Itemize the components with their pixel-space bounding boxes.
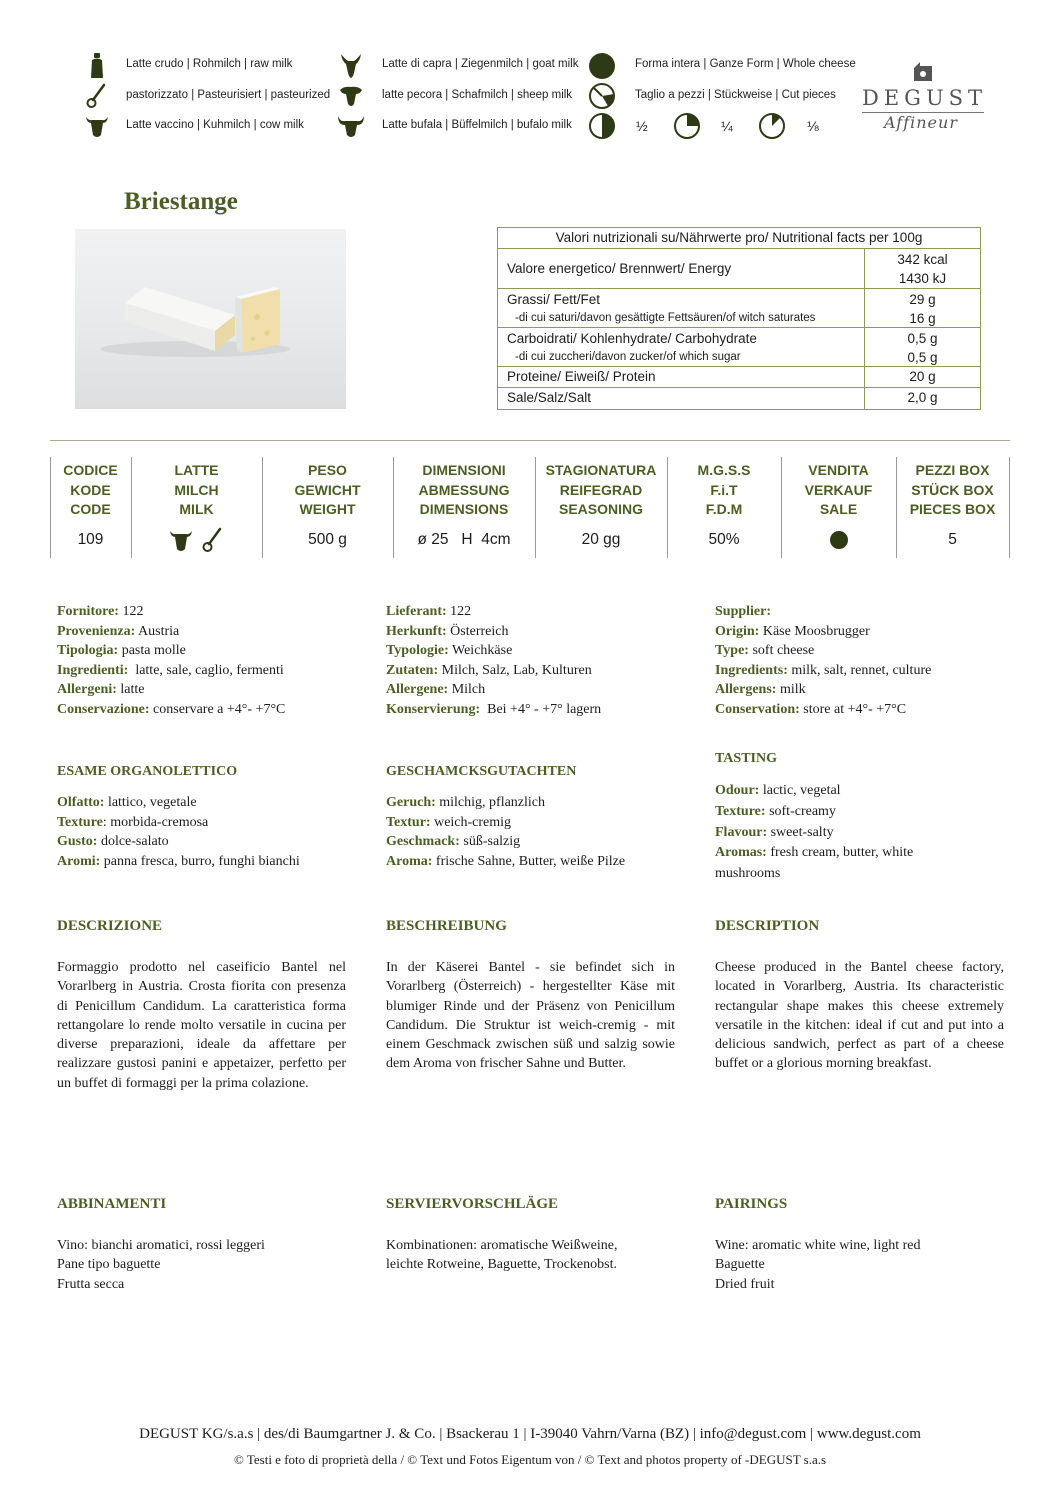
eighth-cheese-icon [757,112,787,140]
spec-header: VERKAUF [804,481,873,498]
texture-value: : morbida-cremosa [102,814,209,830]
legend-raw-milk: Latte crudo | Rohmilch | raw milk [126,58,293,70]
fraction-quarter: ¼ [721,118,733,134]
organoleptic-english [715,781,955,885]
spec-divider [50,440,1010,441]
protein-label: Proteine/ Eiweiß/ Protein [498,367,865,387]
product-title: Briestange [124,188,238,215]
aroma-value: fresh cream, butter, white mushrooms [715,845,914,882]
buffalo-icon [336,112,366,140]
logo-name: DEGUST [862,86,988,110]
spec-fdm [667,457,781,557]
ingredients-value: latte, sale, caglio, fermenti [128,662,284,678]
info-english [715,602,1015,720]
description-italian: Formaggio prodotto nel caseificio Bantel nel Vorarlberg in Austria. Crosta fiorita con presenza di Penicillum Candidum. La caratteristica forma rettangolare lo rende molto versatile in cucina per diverse preparazioni, ideale da affettare per realizzare gustosi panini e appetaizer, perfetto per un buffet di formaggi per la prima colazione. [57,960,346,1091]
spec-header: PESO [308,462,347,478]
nutrition-header: Valori nutrizionali su/Nährwerte pro/ Nutritional facts per 100g [498,228,980,249]
allergens-label: Allergene: [386,682,449,698]
taste-label: Gusto: [57,834,98,850]
spec-header: SEASONING [558,501,643,517]
fraction-eighth: ⅛ [807,118,819,134]
conservation-value: store at +4°- +7°C [799,701,907,717]
sugar-label: -di cui zuccheri/davon zucker/of which sugar [515,351,741,363]
aroma-label: Aromas: [715,845,767,861]
spec-header: M.G.S.S [697,462,751,478]
fat-label: Grassi/ Fett/Fet [507,292,601,307]
origin-value: Käse Moosbrugger [759,623,870,639]
dimensions-value: ø 25 H 4cm [417,531,511,548]
tasting-heading: TASTING [715,751,777,766]
info-italian [57,602,367,720]
cow-icon [169,527,193,553]
conservation-label: Conservation: [715,701,800,717]
aroma-value: frische Sahne, Butter, weiße Pilze [432,853,626,869]
spec-header: F.i.T [710,481,738,498]
goat-icon [336,52,366,80]
spec-header: DIMENSIONI [422,462,506,478]
salt-label: Sale/Salz/Salt [498,388,865,409]
organoleptic-heading: GESCHAMCKSGUTACHTEN [386,764,577,779]
sugar-value: 0,5 g [907,350,938,365]
milk-icons [131,527,262,558]
aroma-label: Aroma: [386,853,433,869]
description-english: Cheese produced in the Bantel cheese factory, located in Vorarlberg, Austria. Its characteristic rectangular shape makes this cheese extremely versatile in the kitchen: ideal if cut and put into a delicious sandwich, perfect as part of a cheese buffet or a glorious morning breakfast. [715,960,1004,1072]
spec-header: GEWICHT [294,481,361,498]
pairing-item: Frutta secca [57,1276,125,1292]
origin-label: Origin: [715,623,760,639]
allergens-label: Allergens: [715,682,777,698]
nutrition-row-energy [498,249,980,289]
cow-icon [82,112,112,140]
spec-header: MILK [179,501,214,517]
origin-value: Austria [135,623,180,639]
carb-label: Carboidrati/ Kohlenhydrate/ Carbohydrate [507,331,757,346]
pairing-item: Vino: bianchi aromatici, rossi leggeri [57,1238,265,1253]
conservation-value: conservare a +4°- +7°C [149,701,286,717]
footer-copyright: © Testi e foto di proprietà della / © Text und Fotos Eigentum von / © Text and photos property of -DEGUST s.a.s [233,1452,827,1467]
spec-seasoning [535,457,667,557]
pairings-heading: ABBINAMENTI [57,1196,167,1212]
pairing-item: Kombinationen: aromatische Weißweine, [386,1238,618,1253]
ingredients-label: Ingredienti: [57,662,129,678]
cut-pieces-icon [587,82,617,110]
origin-label: Herkunft: [386,623,447,639]
pairings-heading: SERVIERVORSCHLÄGE [386,1196,559,1212]
taste-label: Geschmack: [386,834,460,850]
conservation-value: Bei +4° - +7° lagern [480,701,602,717]
pairing-item: Dried fruit [715,1276,775,1292]
energy-kcal: 342 kcal [897,252,948,267]
conservation-label: Konservierung: [386,701,481,717]
pairing-item: Wine: aromatic white wine, light red [715,1238,921,1253]
type-label: Tipologia: [57,643,119,659]
texture-label: Texture [57,814,103,830]
texture-label: Textur: [386,814,431,830]
pieces-value: 5 [948,531,957,548]
legend-sheep-milk: latte pecora | Schafmilch | sheep milk [382,89,573,101]
spec-header: KODE [70,481,111,498]
spec-pieces [896,457,1009,557]
logo-subtitle: Affineur [884,113,958,132]
spec-code [50,457,131,557]
aroma-label: Aromi: [57,853,101,869]
texture-label: Texture: [715,803,766,819]
spec-header: REIFEGRAD [559,481,643,498]
description-heading: DESCRIPTION [715,918,820,934]
spec-header: MILCH [174,481,219,498]
nutrition-row-salt [498,388,980,409]
pairings-english [715,1236,1015,1294]
spec-separator [1009,457,1010,558]
spec-header: F.D.M [705,501,743,517]
allergens-value: latte [116,682,145,698]
type-label: Typologie: [386,643,449,659]
taste-value: süß-salzig [459,834,521,850]
legend-whole-cheese: Forma intera | Ganze Form | Whole cheese [635,58,856,70]
taste-value: dolce-salato [97,834,169,850]
whole-cheese-icon [587,52,617,80]
pasteurized-thermometer-icon [202,527,224,553]
legend-pasteurized: pastorizzato | Pasteurisiert | pasteurized [126,89,331,101]
spec-header: STÜCK BOX [911,481,994,498]
fat-value: 29 g [909,292,936,307]
pairings-heading: PAIRINGS [715,1196,788,1212]
sale-whole-cheese-icon [781,530,896,555]
product-photo [75,229,346,409]
nutrition-row-protein [498,367,980,388]
conservation-label: Conservazione: [57,701,150,717]
saturates-value: 16 g [909,311,936,326]
supplier-value: 122 [118,604,144,619]
spec-header: STAGIONATURA [545,462,657,478]
smell-value: lactic, vegetal [759,783,841,798]
spec-sale [781,457,896,557]
texture-value: soft-creamy [765,803,836,819]
info-german [386,602,696,720]
spec-dimensions [393,457,535,557]
ingredients-value: Milch, Salz, Lab, Kulturen [438,662,592,678]
spec-header: VENDITA [808,462,869,478]
organoleptic-heading: ESAME ORGANOLETTICO [57,764,238,779]
salt-value: 2,0 g [907,390,938,405]
taste-value: sweet-salty [767,824,834,840]
half-cheese-icon [587,112,617,140]
legend-cut-pieces: Taglio a pezzi | Stückweise | Cut pieces [635,89,836,101]
legend-goat-milk: Latte di capra | Ziegenmilch | goat milk [382,58,579,70]
spec-header: LATTE [174,462,219,478]
ingredients-label: Zutaten: [386,662,439,678]
spec-header: CODICE [63,462,118,478]
spec-header: WEIGHT [299,501,356,517]
smell-label: Geruch: [386,795,436,810]
supplier-label: Lieferant: [386,604,447,619]
spec-header: SALE [819,501,858,517]
origin-label: Provenienza: [57,623,136,639]
nutrition-table [497,227,981,410]
pairing-item: Baguette [715,1257,765,1273]
description-german: In der Käserei Bantel - sie befindet sich in Vorarlberg (Österreich) - hergestellter Käse mit blumiger Rinde und der Präsenz von Penicillum Candidum. Die Struktur ist weich-cremig - mit einem Geschmack zwischen süß und salzig sowie dem Aroma von frischer Sahne und Butter. [386,960,675,1072]
pairing-item: leichte Rotweine, Baguette, Trockenobst. [386,1257,617,1273]
raw-milk-bottle-icon [82,52,112,80]
texture-value: weich-cremig [430,814,512,830]
description-heading: BESCHREIBUNG [386,918,507,934]
spec-header: PEZZI BOX [915,462,990,478]
quarter-cheese-icon [672,112,702,140]
pairings-german [386,1236,686,1275]
origin-value: Österreich [446,623,509,639]
taste-label: Flavour: [715,824,768,840]
carb-value: 0,5 g [907,331,938,346]
cheese-illustration [75,229,346,409]
organoleptic-italian [57,793,367,871]
smell-label: Odour: [715,783,760,798]
energy-kj: 1430 kJ [898,271,947,286]
sheep-icon [336,82,366,110]
footer-address: DEGUST KG/s.a.s | des/di Baumgartner J. & Co. | Bsackerau 1 | I-39040 Vahrn/Varna (BZ) | info@degust.com | www.degust.com [139,1426,921,1442]
allergens-value: milk [776,682,806,698]
nutrition-row-carbs [498,328,980,367]
smell-value: milchig, pflanzlich [435,795,546,810]
logo-house-icon [912,60,934,87]
spec-weight [262,457,393,557]
energy-label: Valore energetico/ Brennwert/ Energy [498,249,865,288]
pairing-item: Pane tipo baguette [57,1257,161,1273]
spec-header: DIMENSIONS [419,501,509,517]
legend-cow-milk: Latte vaccino | Kuhmilch | cow milk [126,119,304,131]
pairings-italian [57,1236,357,1294]
fdm-value: 50% [708,531,740,548]
organoleptic-german [386,793,696,871]
seasoning-value: 20 gg [581,531,621,548]
ingredients-value: milk, salt, rennet, culture [787,662,932,678]
code-value: 109 [77,531,104,548]
type-label: Type: [715,643,749,659]
spec-milk [131,457,262,557]
pasteurized-thermometer-icon [82,82,112,110]
supplier-label: Supplier: [715,604,772,619]
fraction-half: ½ [636,118,648,134]
smell-value: lattico, vegetale [104,795,197,810]
ingredients-label: Ingredients: [715,662,788,678]
spec-header: PIECES BOX [909,501,996,517]
smell-label: Olfatto: [57,795,105,810]
spec-header: ABMESSUNG [418,481,510,498]
saturates-label: -di cui saturi/davon gesättigte Fettsäuren/of witch saturates [515,312,816,324]
legend-buffalo-milk: Latte bufala | Büffelmilch | bufalo milk [382,119,572,131]
allergens-value: Milch [448,682,486,698]
allergens-label: Allergeni: [57,682,117,698]
weight-value: 500 g [308,531,347,548]
type-value: Weichkäse [448,643,513,659]
protein-value: 20 g [909,369,936,384]
spec-header: CODE [70,501,111,517]
aroma-value: panna fresca, burro, funghi bianchi [100,853,300,869]
type-value: soft cheese [748,643,815,659]
type-value: pasta molle [118,643,186,659]
nutrition-row-fat [498,289,980,328]
supplier-value: 122 [446,604,472,619]
supplier-label: Fornitore: [57,604,119,619]
description-heading: DESCRIZIONE [57,918,163,934]
